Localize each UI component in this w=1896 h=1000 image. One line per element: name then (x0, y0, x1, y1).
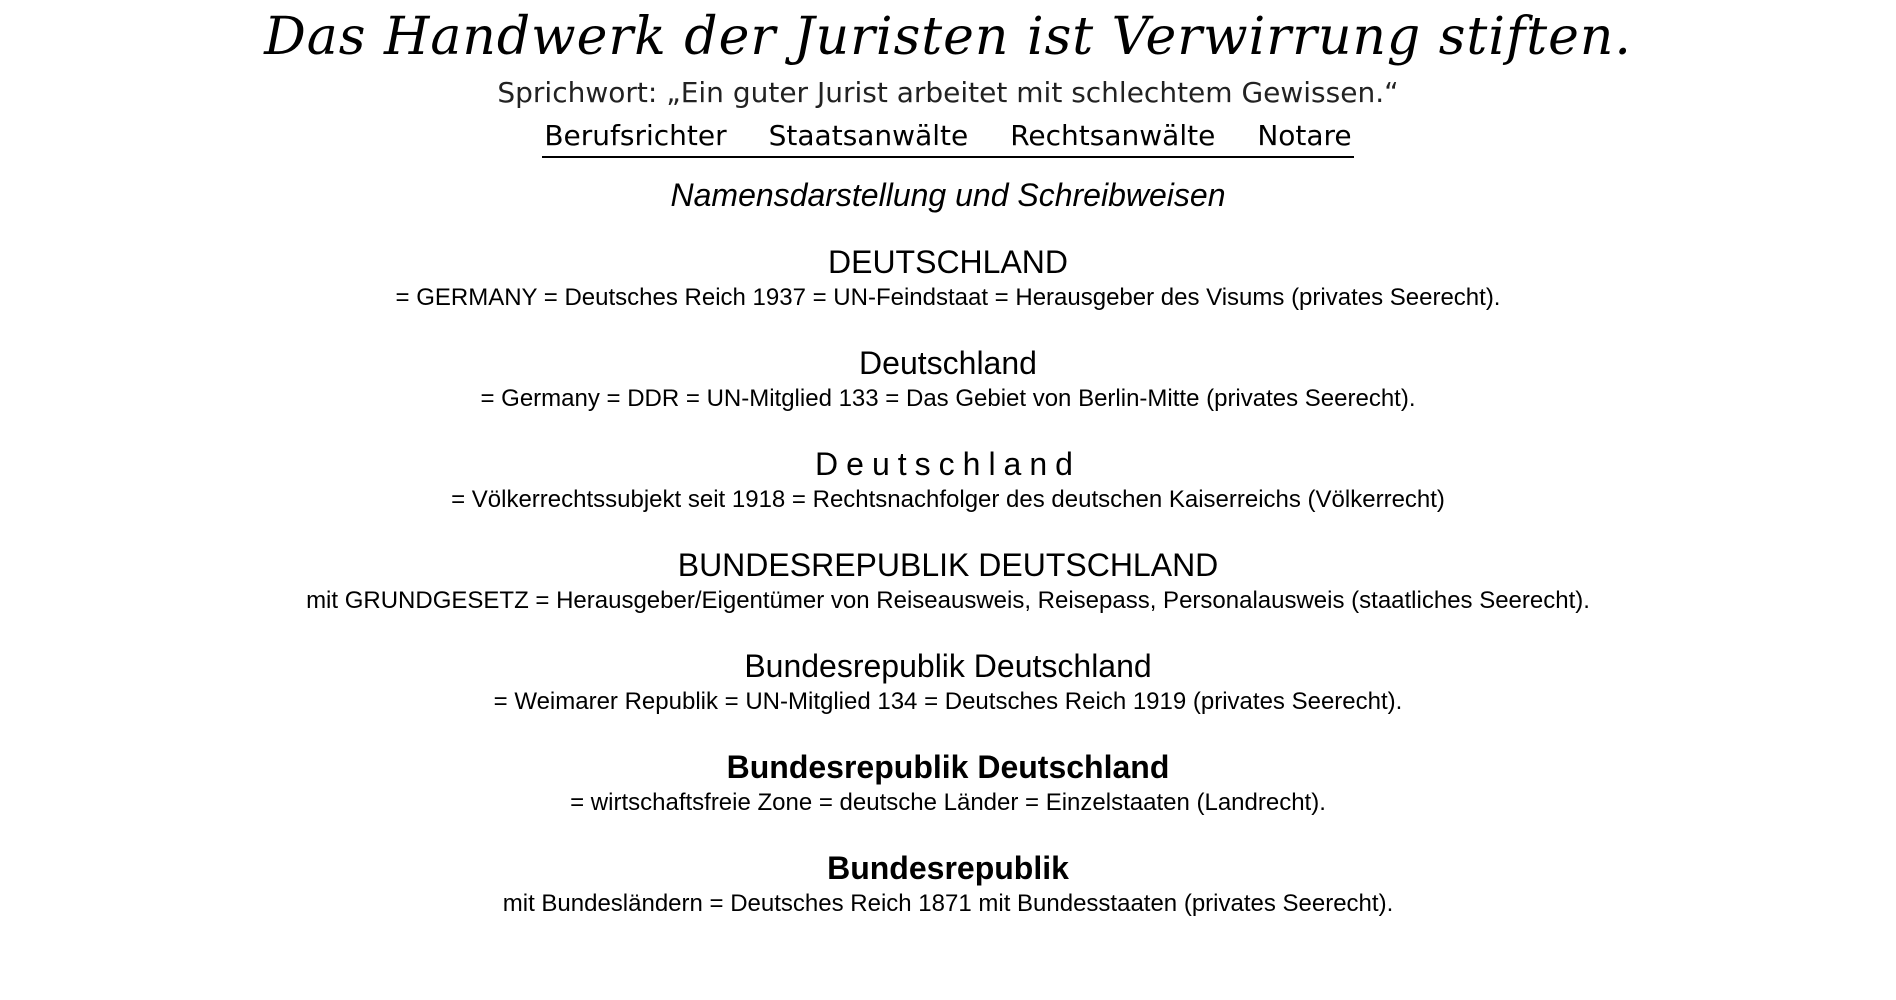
heading-deutschland-uppercase: DEUTSCHLAND (827, 244, 1069, 280)
heading-brd-titlecase: Bundesrepublik Deutschland (744, 648, 1152, 684)
description-brd-titlecase: = Weimarer Republik = UN-Mitglied 134 = Deutsches Reich 1919 (privates Seerecht). (493, 688, 1403, 715)
description-brd-uppercase: mit GRUNDGESETZ = Herausgeber/Eigentümer von Reiseausweis, Reisepass, Personalausweis (staatliches Seerecht). (306, 587, 1590, 614)
profession-notare: Notare (1257, 119, 1352, 152)
description-deutschland-spaced: = Völkerrechtssubjekt seit 1918 = Rechtsnachfolger des deutschen Kaiserreichs (Völkerrecht) (451, 486, 1445, 513)
profession-rechtsanwaelte: Rechtsanwälte (1010, 119, 1216, 152)
professions-line (0, 117, 1896, 158)
description-brd-bold: = wirtschaftsfreie Zone = deutsche Länder = Einzelstaaten (Landrecht). (570, 789, 1326, 816)
heading-bundesrepublik: Bundesrepublik (827, 850, 1069, 886)
description-deutschland-titlecase: = Germany = DDR = UN-Mitglied 133 = Das Gebiet von Berlin-Mitte (privates Seerecht). (480, 385, 1416, 412)
description-bundesrepublik: mit Bundesländern = Deutsches Reich 1871 mit Bundesstaaten (privates Seerecht). (502, 890, 1394, 917)
heading-deutschland-titlecase: Deutschland (859, 345, 1037, 381)
description-deutschland-uppercase: = GERMANY = Deutsches Reich 1937 = UN-Feindstaat = Herausgeber des Visums (privates Seerecht). (395, 284, 1501, 311)
profession-staatsanwaelte: Staatsanwälte (768, 119, 969, 152)
heading-brd-bold: Bundesrepublik Deutschland (726, 749, 1170, 785)
profession-berufsrichter: Berufsrichter (544, 119, 727, 152)
heading-deutschland-spaced: Deutschland (815, 446, 1081, 482)
heading-brd-uppercase: BUNDESREPUBLIK DEUTSCHLAND (677, 547, 1219, 583)
section-subtitle: Namensdarstellung und Schreibweisen (670, 177, 1226, 213)
page-title: Das Handwerk der Juristen ist Verwirrung stiften. (264, 7, 1632, 67)
professions-underlined-group (542, 117, 1353, 158)
proverb-line: Sprichwort: „Ein guter Jurist arbeitet mit schlechtem Gewissen.“ (497, 76, 1399, 109)
